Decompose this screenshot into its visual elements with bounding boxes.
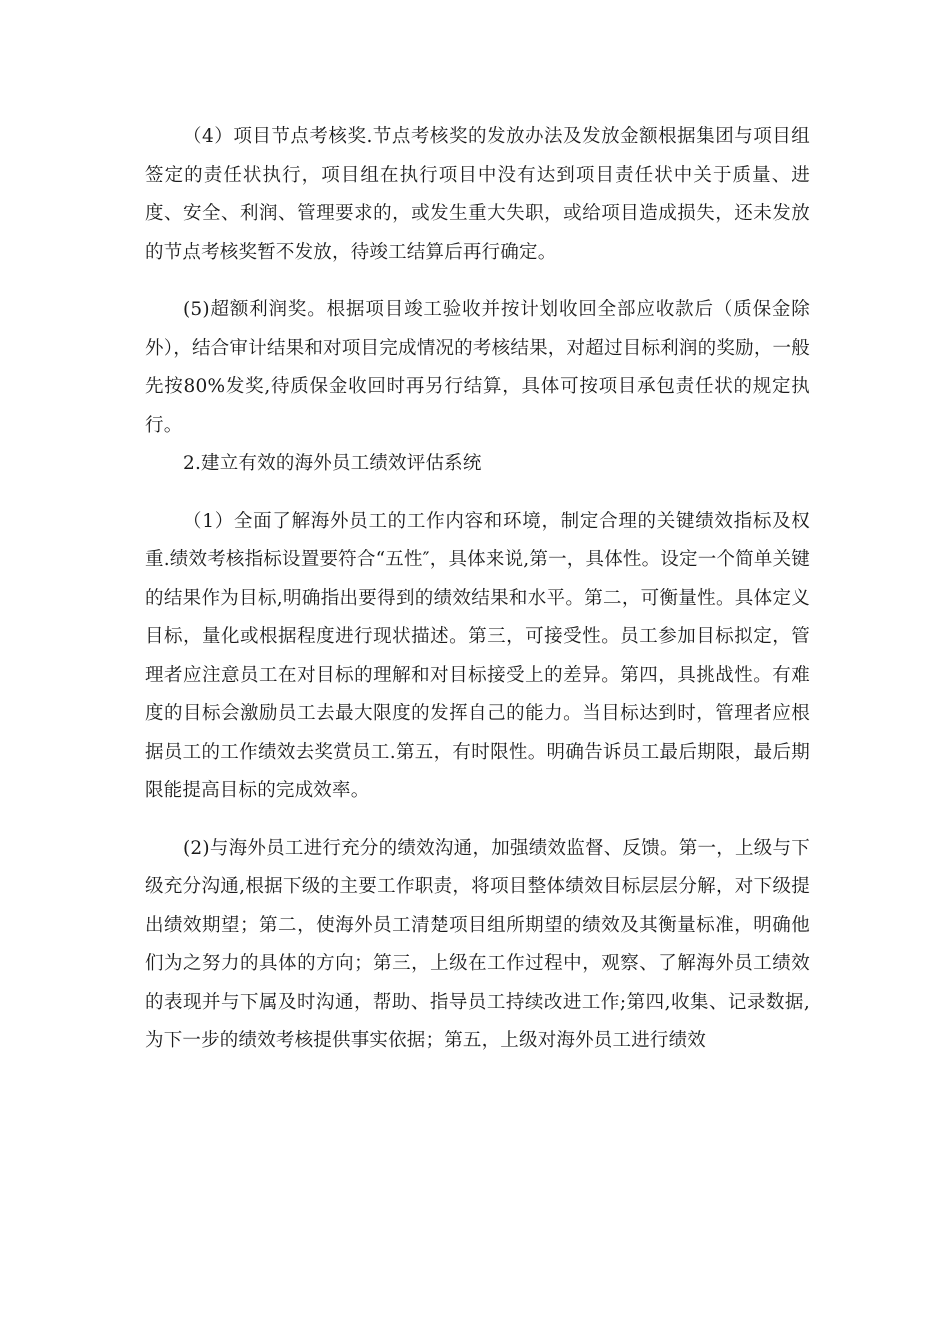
- paragraph-performance-communication: (2)与海外员工进行充分的绩效沟通，加强绩效监督、反馈。第一，上级与下级充分沟通,根据下级的主要工作职责，将项目整体绩效目标层层分解，对下级提出绩效期望；第二，使海外员工清楚项目组所期望的绩效及其衡量标准，明确他们为之努力的具体的方向；第三，上级在工作过程中，观察、了解海外员工绩效的表现并与下属及时沟通，帮助、指导员工持续改进工作;第四,收集、记录数据,为下一步的绩效考核提供事实依据；第五，上级对海外员工进行绩效: [145, 837, 810, 1051]
- paragraph-node-bonus: （4）项目节点考核奖.节点考核奖的发放办法及发放金额根据集团与项目组签定的责任状执行，项目组在执行项目中没有达到项目责任状中关于质量、进度、安全、利润、管理要求的，或发生重大失职，或给项目造成损失，还未发放的节点考核奖暂不发放，待竣工结算后再行确定。: [145, 126, 810, 263]
- section-heading: 2.建立有效的海外员工绩效评估系统: [183, 453, 482, 474]
- document-page: [145, 118, 810, 1061]
- paragraph-kpi-five-properties: （1）全面了解海外员工的工作内容和环境，制定合理的关键绩效指标及权重.绩效考核指标设置要符合“五性″，具体来说,第一，具体性。设定一个简单关键的结果作为目标,明确指出要得到的绩效结果和水平。第二，可衡量性。具体定义目标，量化或根据程度进行现状描述。第三，可接受性。员工参加目标拟定，管理者应注意员工在对目标的理解和对目标接受上的差异。第四，具挑战性。有难度的目标会激励员工去最大限度的发挥自己的能力。当目标达到时，管理者应根据员工的工作绩效去奖赏员工.第五，有时限性。明确告诉员工最后期限，最后期限能提高目标的完成效率。: [145, 510, 810, 801]
- paragraph-excess-profit-bonus: (5)超额利润奖。根据项目竣工验收并按计划收回全部应收款后（质保金除外），结合审计结果和对项目完成情况的考核结果，对超过目标利润的奖励，一般先按80%发奖,待质保金收回时再另行结算，具体可按项目承包责任状的规定执行。: [145, 299, 810, 436]
